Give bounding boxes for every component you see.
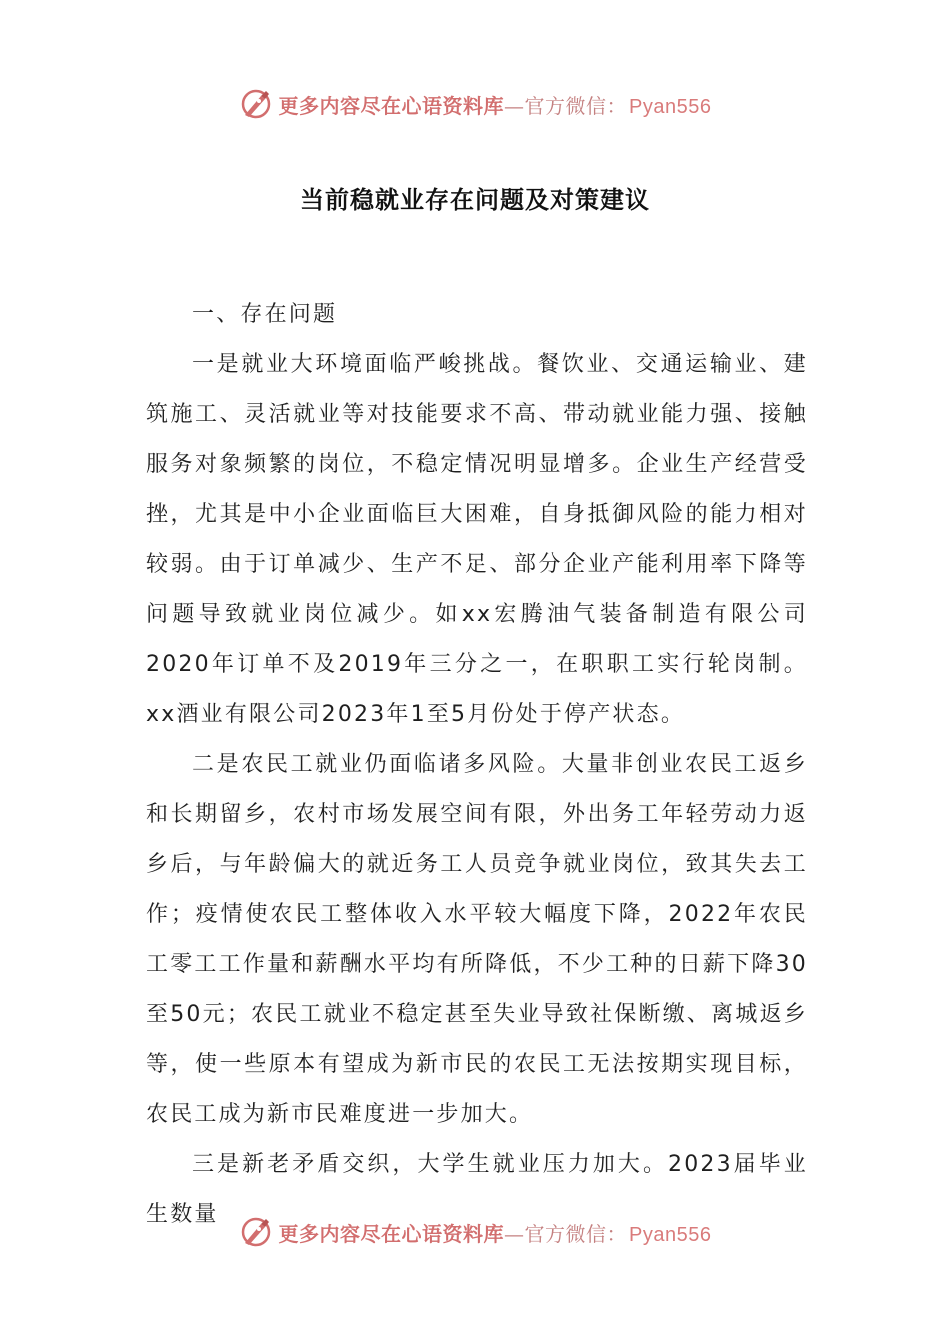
banner-brand: 更多内容尽在心语资料库 — [278, 93, 505, 118]
paragraph: 一是就业大环境面临严峻挑战。餐饮业、交通运输业、建筑施工、灵活就业等对技能要求不高、带动就业能力强、接触服务对象频繁的岗位，不稳定情况明显增多。企业生产经营受挫，尤其是中小企业面临巨大困难，自身抵御风险的能力相对较弱。由于订单减少、生产不足、部分企业产能利用率下降等问题导致就业岗位减少。如xx宏腾油气装备制造有限公司2020年订单不及2019年三分之一，在职职工实行轮岗制。xx酒业有限公司2023年1至5月份处于停产状态。 — [146, 352, 808, 727]
footer-watermark-banner — [0, 1210, 950, 1254]
paragraph: 三是新老矛盾交织，大学生就业压力加大。2023届毕业生数量 — [146, 1152, 808, 1227]
section-heading: 一、存在问题 — [192, 302, 338, 327]
banner-dash: — — [504, 93, 525, 118]
paragraph: 二是农民工就业仍面临诸多风险。大量非创业农民工返乡和长期留乡，农村市场发展空间有限，外出务工年轻劳动力返乡后，与年龄偏大的就近务工人员竞争就业岗位，致其失去工作；疫情使农民工整体收入水平较大幅度下降，2022年农民工零工工作量和薪酬水平均有所降低，不少工种的日薪下降30至50元；农民工就业不稳定甚至失业导致社保断缴、离城返乡等，使一些原本有望成为新市民的农民工无法按期实现目标，农民工成为新市民难度进一步加大。 — [146, 752, 808, 1127]
document-body — [146, 290, 808, 1240]
banner-wechat-label: 官方微信： — [524, 1221, 628, 1246]
banner-brand: 更多内容尽在心语资料库 — [278, 1221, 505, 1246]
banner-wechat-id: Pyan556 — [629, 95, 712, 118]
pen-circle-logo-icon — [239, 87, 273, 121]
document-title: 当前稳就业存在问题及对策建议 — [300, 186, 650, 214]
pen-circle-logo-icon — [239, 1215, 273, 1249]
banner-dash: — — [504, 1221, 525, 1246]
banner-wechat-id: Pyan556 — [629, 1223, 712, 1246]
banner-text — [279, 1218, 712, 1247]
header-watermark-banner — [0, 82, 950, 126]
banner-text — [279, 90, 712, 119]
banner-wechat-label: 官方微信： — [524, 93, 628, 118]
